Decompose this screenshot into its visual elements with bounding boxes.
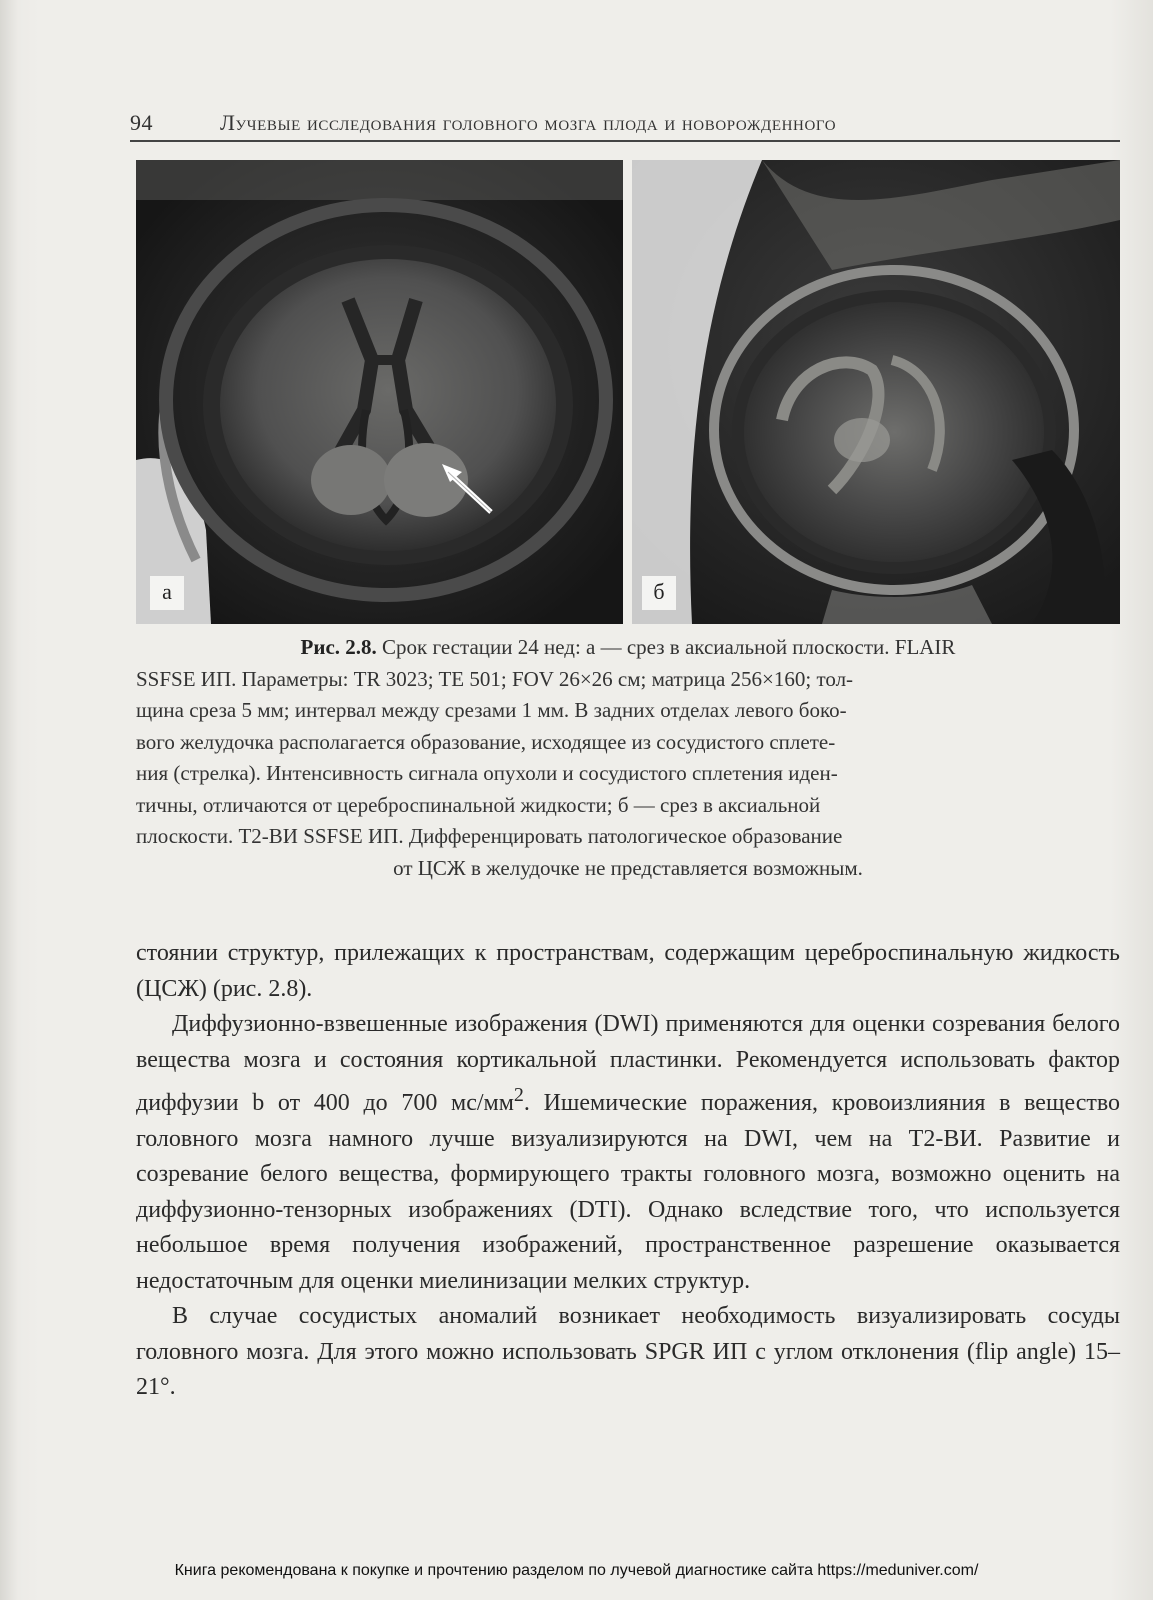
mri-image-b (632, 160, 1120, 624)
caption-line-8: от ЦСЖ в желудочке не представляется возможным. (393, 855, 863, 880)
caption-line-4: вого желудочка располагается образование, исходящее из сосудистого сплете- (136, 729, 836, 754)
body-text (136, 936, 1120, 1406)
caption-line-7: плоскости. Т2-ВИ SSFSE ИП. Дифференцировать патологическое образование (136, 824, 843, 848)
caption-line-1 (136, 632, 1120, 664)
paragraph-2 (136, 1007, 1120, 1299)
figure-b-label: б (642, 576, 676, 610)
running-title: Лучевые исследования головного мозга плода и новорожденного (220, 110, 837, 135)
caption-line-2: SSFSE ИП. Параметры: TR 3023; TE 501; FOV 26×26 см; матрица 256×160; тол- (136, 666, 854, 691)
paragraph-1: стоянии структур, прилежащих к пространствам, содержащим цереброспинальную жидкость (ЦСЖ) (рис. 2.8). (136, 940, 1120, 1002)
running-header (130, 106, 1120, 140)
mri-image-a (136, 160, 623, 624)
paragraph-2-part-a: Диффузионно-взвешенные изображения (DWI) применяются для оценки созревания белого вещества мозга и состояния кортикальной пластинки. Рекомендуется использовать фактор диффузии b от 400 до 700 мс/мм (136, 1011, 1120, 1116)
paragraph-2-superscript: 2 (513, 1084, 524, 1106)
caption-line-3: щина среза 5 мм; интервал между срезами 1 мм. В задних отделах левого боко- (136, 698, 847, 722)
caption-fig-ref: Рис. 2.8. (300, 635, 377, 659)
footer-note: Книга рекомендована к покупке и прочтению разделом по лучевой диагностике сайта https://meduniver.com/ (174, 1562, 979, 1579)
figure-b-mri (632, 160, 1120, 624)
caption-line-6: тичны, отличаются от цереброспинальной жидкости; б — срез в аксиальной (136, 792, 821, 817)
header-rule (130, 140, 1120, 142)
figure-a-label: а (150, 576, 184, 610)
paragraph-3: В случае сосудистых аномалий возникает необходимость визуализировать сосуды головного мозга. Для этого можно использовать SPGR ИП с углом отклонения (flip angle) 15–21°. (136, 1303, 1120, 1400)
paragraph-2-part-b: . Ишемические поражения, кровоизлияния в вещество головного мозга намного лучше визуализируются на DWI, чем на Т2-ВИ. Развитие и созревание белого вещества, формирующего тракты головного мозга, возможно оценить на диффузионно-тензорных изображениях (DTI). Однако вследствие того, что используется небольшое время получения изображений, пространственное разрешение оказывается недостаточным для оценки миелинизации мелких структур. (136, 1090, 1120, 1294)
figure-caption (136, 632, 1120, 884)
caption-line-5: ния (стрелка). Интенсивность сигнала опухоли и сосудистого сплетения иден- (136, 761, 838, 785)
caption-line-1-text: Срок гестации 24 нед: а — срез в аксиальной плоскости. FLAIR (382, 635, 956, 659)
page-number: 94 (130, 110, 153, 135)
figure-a-mri (136, 160, 623, 624)
